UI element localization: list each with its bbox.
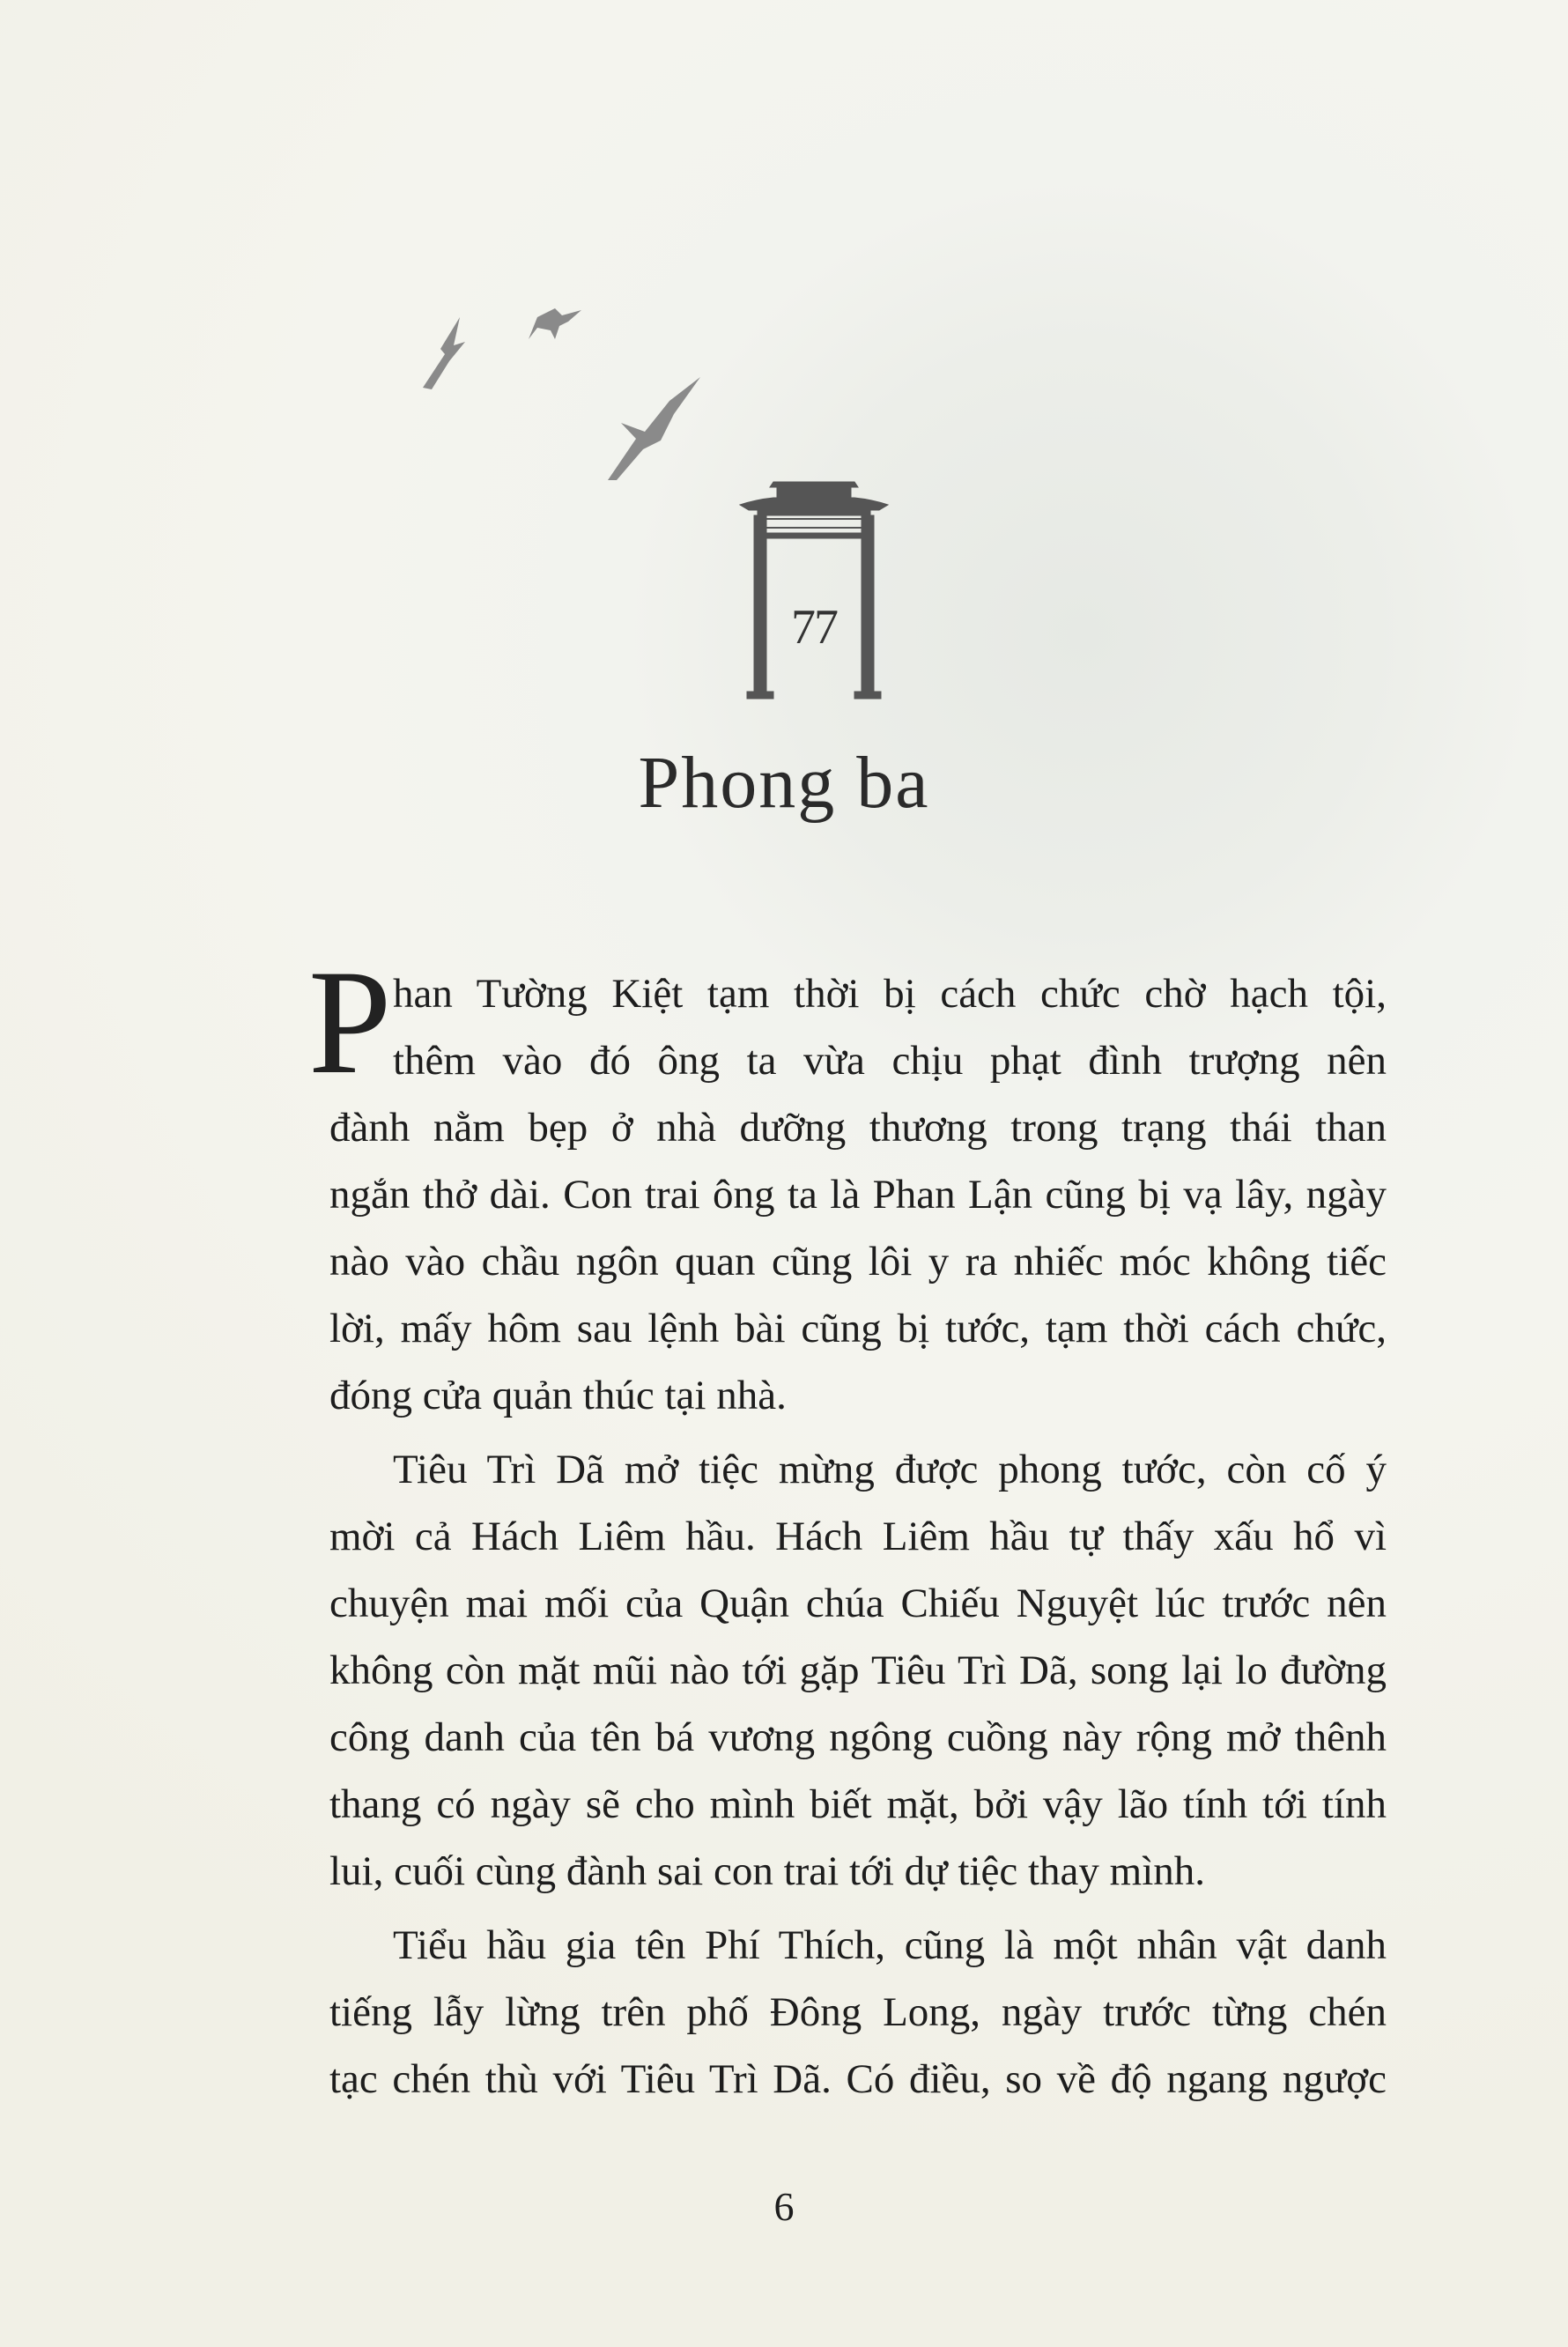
chapter-number: 77 <box>791 600 837 655</box>
flying-birds-icon <box>405 291 722 502</box>
text-line: lời, mấy hôm sau lệnh bài cũng bị tước, tạm thời cách chức, <box>329 1306 1387 1351</box>
text-line: đóng cửa quản thúc tại nhà. <box>329 1373 787 1418</box>
text-line: nào vào chầu ngôn quan cũng lôi y ra nhiếc móc không tiếc <box>329 1239 1387 1285</box>
text-line: mời cả Hách Liêm hầu. Hách Liêm hầu tự thấy xấu hổ vì <box>329 1514 1387 1559</box>
chinese-gate-icon <box>738 480 890 700</box>
text-line: lui, cuối cùng đành sai con trai tới dự tiệc thay mình. <box>329 1848 1206 1894</box>
text-line: tiếng lẫy lừng trên phố Đông Long, ngày trước từng chén <box>329 1989 1387 2035</box>
text-line: Tiểu hầu gia tên Phí Thích, cũng là một nhân vật danh <box>393 1922 1387 1968</box>
text-line: Tiêu Trì Dã mở tiệc mừng được phong tước, còn cố ý <box>393 1447 1387 1492</box>
text-line: đành nằm bẹp ở nhà dưỡng thương trong trạng thái than <box>329 1105 1387 1151</box>
text-line: công danh của tên bá vương ngông cuồng này rộng mở thênh <box>329 1714 1387 1760</box>
text-line: han Tường Kiệt tạm thời bị cách chức chờ hạch tội, <box>393 971 1387 1017</box>
text-line: ngắn thở dài. Con trai ông ta là Phan Lận cũng bị vạ lây, ngày <box>329 1172 1387 1218</box>
text-line: tạc chén thù với Tiêu Trì Dã. Có điều, so về độ ngang ngược <box>329 2056 1387 2102</box>
text-line: không còn mặt mũi nào tới gặp Tiêu Trì Dã, song lại lo đường <box>329 1647 1387 1693</box>
drop-cap: P <box>308 939 392 1105</box>
page-number: 6 <box>773 2184 795 2229</box>
chapter-title: Phong ba <box>638 742 930 824</box>
text-line: thêm vào đó ông ta vừa chịu phạt đình trượng nên <box>393 1038 1387 1084</box>
text-line: chuyện mai mối của Quận chúa Chiếu Nguyệt lúc trước nên <box>329 1581 1387 1626</box>
text-line: thang có ngày sẽ cho mình biết mặt, bởi vậy lão tính tới tính <box>329 1781 1387 1827</box>
